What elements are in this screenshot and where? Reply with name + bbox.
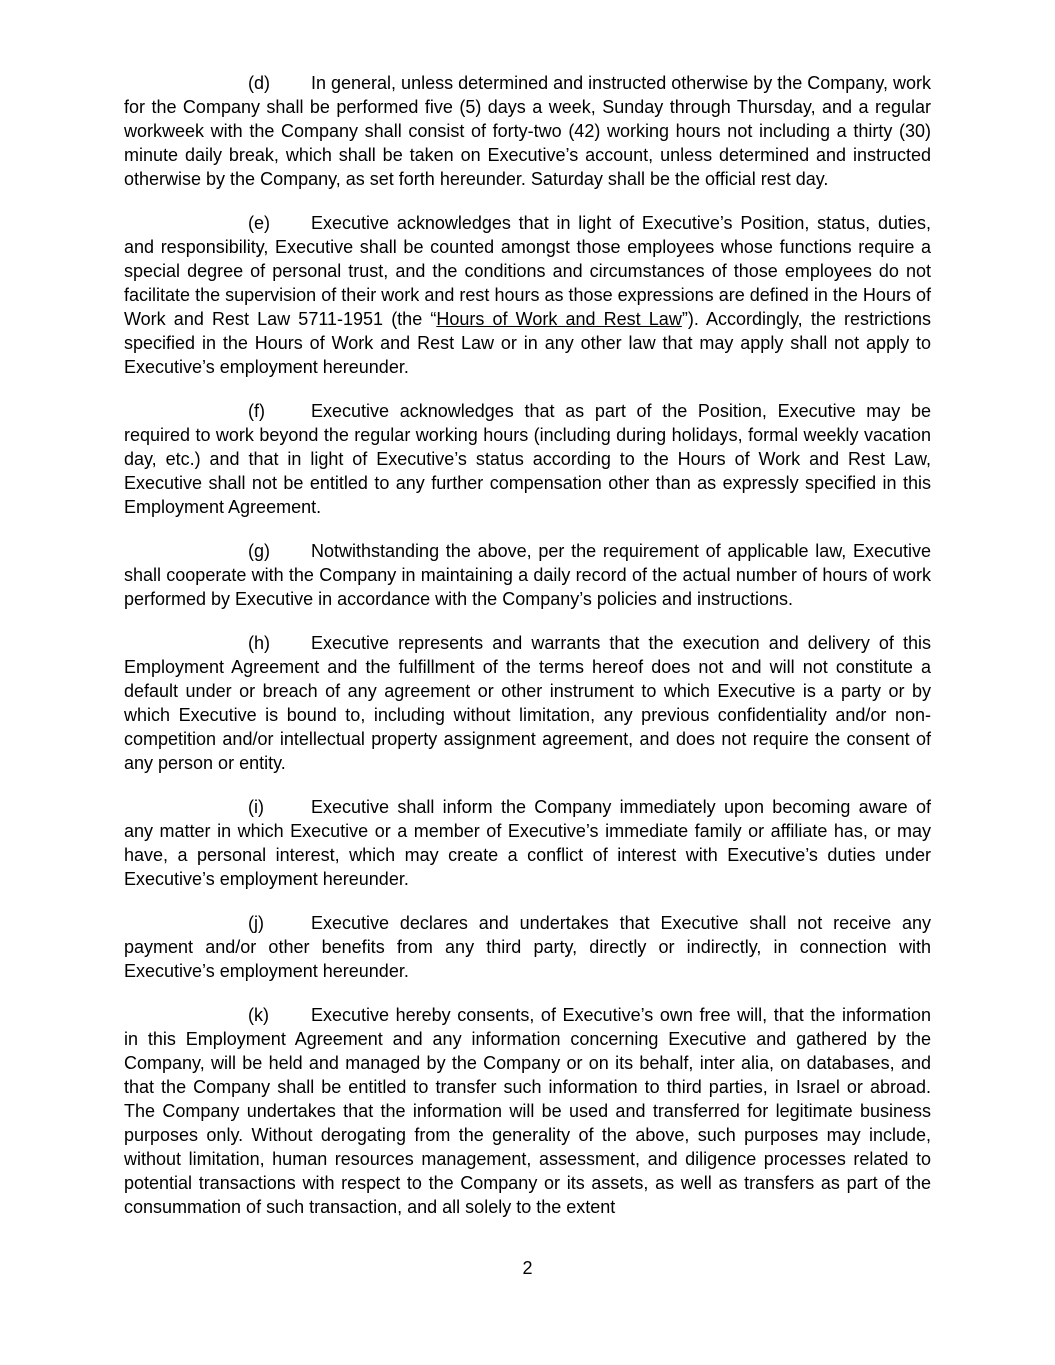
defined-term: Hours of Work and Rest Law — [436, 309, 682, 329]
paragraph-h — [124, 631, 931, 775]
paragraph-number: (d) — [248, 73, 270, 93]
paragraph-f — [124, 399, 931, 519]
paragraph-g — [124, 539, 931, 611]
paragraph-text: In general, unless determined and instructed otherwise by the Company, work for the Company shall be performed five (5) days a week, Sunday through Thursday, and a regular workweek with the Company shall consist of forty-two (42) working hours not including a thirty (30) minute daily break, which shall be taken on Executive’s account, unless determined and instructed otherwise by the Company, as set forth hereunder. Saturday shall be the official rest day. — [124, 73, 931, 189]
paragraph-text: Executive acknowledges that as part of the Position, Executive may be required to work beyond the regular working hours (including during holidays, formal weekly vacation day, etc.) and that in light of Executive’s status according to the Hours of Work and Rest Law, Executive shall not be entitled to any further compensation other than as expressly specified in this Employment Agreement. — [124, 401, 931, 517]
paragraph-text: Executive represents and warrants that the execution and delivery of this Employment Agreement and the fulfillment of the terms hereof does not and will not constitute a default under or breach of any agreement or other instrument to which Executive is a party or by which Executive is bound to, including without limitation, any previous confidentiality and/or non-competition and/or intellectual property assignment agreement, and does not require the consent of any person or entity. — [124, 633, 931, 773]
paragraph-number: (h) — [248, 633, 270, 653]
page-number: 2 — [522, 1258, 533, 1278]
paragraph-text: Executive shall inform the Company immediately upon becoming aware of any matter in which Executive or a member of Executive’s immediate family or affiliate has, or may have, a personal interest, which may create a conflict of interest with Executive’s duties under Executive’s employment hereunder. — [124, 797, 931, 889]
paragraph-number: (g) — [248, 541, 270, 561]
paragraph-number: (e) — [248, 213, 270, 233]
paragraph-text: Executive declares and undertakes that Executive shall not receive any payment and/or other benefits from any third party, directly or indirectly, in connection with Executive’s employment hereunder. — [124, 913, 931, 981]
paragraph-number: (i) — [248, 797, 264, 817]
paragraph-number: (j) — [248, 913, 264, 933]
paragraph-number: (f) — [248, 401, 265, 421]
paragraph-k — [124, 1003, 931, 1219]
paragraph-i — [124, 795, 931, 891]
paragraph-text: Executive acknowledges that in light of Executive’s Position, status, duties, and responsibility, Executive shall be counted amongst those employees whose functions require a special degree of personal trust, and the conditions and circumstances of those employees do not facilitate the supervision of their work and rest hours as those expressions are defined in the Hours of Work and Rest Law 5711-1951 (the “ — [124, 213, 931, 329]
paragraph-e — [124, 211, 931, 379]
paragraph-text: Notwithstanding the above, per the requirement of applicable law, Executive shall cooperate with the Company in maintaining a daily record of the actual number of hours of work performed by Executive in accordance with the Company’s policies and instructions. — [124, 541, 931, 609]
paragraph-d — [124, 71, 931, 191]
paragraph-text-continued: ”). Accordingly, the restrictions specified in the Hours of Work and Rest Law or in any other law that may apply shall not apply to Executive’s employment hereunder. — [124, 309, 932, 377]
paragraph-j — [124, 911, 931, 983]
paragraph-number: (k) — [248, 1005, 269, 1025]
document-page — [124, 71, 931, 1239]
paragraph-text: Executive hereby consents, of Executive’s own free will, that the information in this Employment Agreement and any information concerning Executive and gathered by the Company, will be held and managed by the Company or on its behalf, inter alia, on databases, and that the Company shall be entitled to transfer such information to third parties, in Israel or abroad. The Company undertakes that the information will be used and transferred for legitimate business purposes only. Without derogating from the generality of the above, such purposes may include, without limitation, human resources management, assessment, and diligence processes related to potential transactions with respect to the Company or its assets, as well as transfers as part of the consummation of such transaction, and all solely to the extent — [124, 1005, 931, 1217]
